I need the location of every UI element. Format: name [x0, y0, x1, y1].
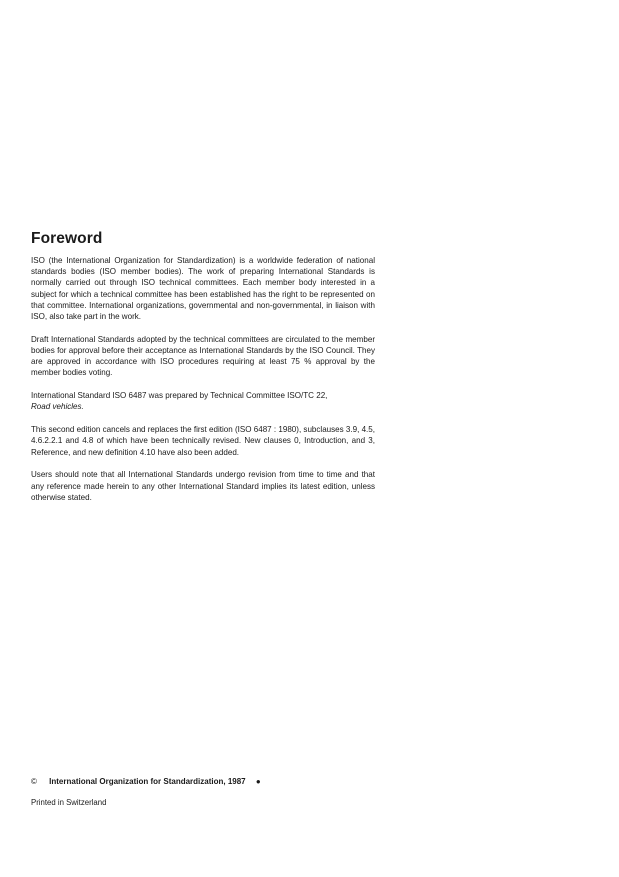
foreword-body	[31, 255, 375, 515]
committee-title: Road vehicles.	[31, 402, 84, 412]
paragraph-draft-standards: Draft International Standards adopted by the technical committees are circulated to the member bodies for approval before their acceptance as International Standards by the ISO Council. They are approved in accordance with ISO procedures requiring at least 75 % approval by the member bodies voting.	[31, 334, 375, 378]
bullet-icon: ●	[255, 777, 261, 786]
paragraph-revision-note: Users should note that all International Standards undergo revision from time to time and that any reference made herein to any other International Standard implies its latest edition, unless otherwise stated.	[31, 470, 375, 502]
copyright-symbol: ©	[31, 777, 37, 786]
printed-in-note: Printed in Switzerland	[31, 798, 107, 807]
paragraph-second-edition: This second edition cancels and replaces the first edition (ISO 6487 : 1980), subclauses 3.9, 4.5, 4.6.2.2.1 and 4.8 of which have been technically revised. New clauses 0, Introduction, and 3, Reference, and new definition 4.10 have also been added.	[31, 425, 375, 457]
paragraph-prepared-by	[31, 390, 375, 412]
copyright-line	[31, 777, 261, 786]
prepared-by-text: International Standard ISO 6487 was prepared by Technical Committee ISO/TC 22,	[31, 391, 328, 401]
copyright-text: International Organization for Standardization, 1987	[49, 777, 246, 786]
paragraph-iso-intro: ISO (the International Organization for Standardization) is a worldwide federation of national standards bodies (ISO member bodies). The work of preparing International Standards is normally carried out through ISO technical committees. Each member body interested in a subject for which a technical committee has been established has the right to be represented on that committee. International organizations, governmental and non-governmental, in liaison with ISO, also take part in the work.	[31, 256, 375, 322]
page-title: Foreword	[31, 230, 103, 247]
